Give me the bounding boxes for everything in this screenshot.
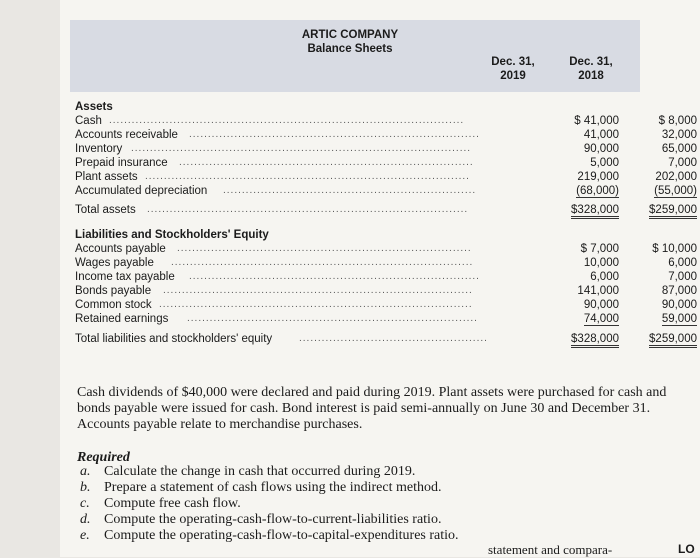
value-2018: 7,000: [668, 157, 697, 169]
value-2018: 6,000: [668, 257, 697, 269]
value-2019: 90,000: [583, 299, 619, 311]
leader-dots: .............................................................................: [187, 313, 478, 324]
table-row: [75, 270, 697, 284]
requirement-text: Calculate the change in cash that occurred during 2019.: [104, 464, 416, 479]
leader-dots: ..........................................................................................: [131, 143, 472, 154]
value-2018: 59,000: [661, 313, 697, 325]
requirement-item: [80, 528, 459, 544]
requirement-text: Compute free cash flow.: [104, 496, 241, 511]
leader-dots: ..............................................................................................: [109, 115, 465, 126]
requirement-item: [80, 496, 241, 512]
requirement-text: Compute the operating-cash-flow-to-capital-expenditures ratio.: [104, 528, 459, 543]
leader-dots: ...................................................................................: [159, 299, 473, 310]
leader-dots: ..............................................................................: [179, 157, 474, 168]
total-2018: $259,000: [575, 203, 697, 217]
value-2019: 41,000: [583, 129, 619, 141]
table-row: [75, 142, 697, 156]
problem-paragraph: Cash dividends of $40,000 were declared and paid during 2019. Plant assets were purchased for cash and bonds payable were issued for cash. Bond interest is paid semi-annually on June 30 and December 31. Accounts payable relate to merchandise purchases.: [77, 385, 667, 432]
row-label: Bonds payable: [75, 285, 152, 297]
liabilities-heading-row: [75, 228, 635, 242]
row-label: Accumulated depreciation: [75, 185, 208, 197]
value-2018: (55,000): [654, 185, 697, 197]
value-2018: 7,000: [668, 271, 697, 283]
requirement-letter: d.: [80, 512, 91, 527]
leader-dots: ......................................................................................: [145, 171, 470, 182]
total-2019: $328,000: [495, 332, 619, 346]
row-label: Income tax payable: [75, 271, 175, 283]
requirement-letter: c.: [80, 496, 90, 511]
leader-dots: .............................................................................: [189, 271, 480, 282]
row-label: Prepaid insurance: [75, 157, 168, 169]
value-2019: 74,000: [583, 313, 619, 325]
total-label: Total liabilities and stockholders' equity: [75, 333, 273, 345]
liabilities-heading: Liabilities and Stockholders' Equity: [75, 229, 269, 241]
leader-dots: ...................................................................: [223, 185, 477, 196]
row-label: Accounts payable: [75, 243, 166, 255]
row-label: Common stock: [75, 299, 152, 311]
assets-heading-row: [75, 100, 635, 114]
table-row: [75, 298, 697, 312]
table-row: [75, 128, 697, 142]
leader-dots: .............................................................................: [189, 129, 480, 140]
leader-dots: .....................................................................................: [147, 204, 469, 215]
value-2018: 202,000: [655, 171, 697, 183]
leader-dots: ..................................................................................: [163, 285, 473, 296]
value-2018: 32,000: [661, 129, 697, 141]
row-label: Cash: [75, 115, 102, 127]
table-row: [75, 242, 697, 256]
total-label: Total assets: [75, 204, 136, 216]
value-2019: 90,000: [583, 143, 619, 155]
table-row: [75, 184, 697, 198]
table-row: [75, 170, 697, 184]
value-2018: $ 8,000: [658, 115, 697, 127]
footer-fragment: statement and compara-: [488, 542, 613, 557]
table-row: [75, 156, 697, 170]
table-row: [75, 312, 697, 326]
assets-heading: Assets: [75, 101, 113, 113]
value-2019: $ 41,000: [574, 115, 619, 127]
row-label: Wages payable: [75, 257, 154, 269]
statement-header: [230, 28, 470, 56]
column-header-2018: Dec. 31, 2018: [569, 56, 613, 82]
value-2018: 65,000: [661, 143, 697, 155]
requirement-item: [80, 512, 441, 528]
required-heading: Required: [77, 450, 130, 465]
total-2018: $259,000: [575, 332, 697, 346]
value-2019: 10,000: [583, 257, 619, 269]
row-label: Accounts receivable: [75, 129, 178, 141]
leader-dots: ..............................................................................: [177, 243, 472, 254]
leader-dots: ................................................................................: [171, 257, 474, 268]
total-2019: $328,000: [495, 203, 619, 217]
value-2019: 6,000: [590, 271, 619, 283]
value-2018: 87,000: [661, 285, 697, 297]
requirement-letter: b.: [80, 480, 91, 495]
statement-title: Balance Sheets: [307, 43, 393, 55]
value-2018: $ 10,000: [652, 243, 697, 255]
value-2019: 141,000: [577, 285, 619, 297]
footer-code: LO: [678, 542, 695, 556]
requirement-text: Compute the operating-cash-flow-to-current-liabilities ratio.: [104, 512, 442, 527]
value-2019: $ 7,000: [580, 243, 619, 255]
value-2018: 90,000: [661, 299, 697, 311]
table-row: [75, 256, 697, 270]
requirement-item: [80, 480, 441, 496]
value-2019: (68,000): [576, 185, 619, 197]
total-row: [75, 332, 697, 346]
requirement-text: Prepare a statement of cash flows using the indirect method.: [104, 480, 442, 495]
table-row: [75, 284, 697, 298]
requirement-item: [80, 464, 415, 480]
leader-dots: ..................................................: [299, 333, 488, 344]
requirement-letter: a.: [80, 464, 91, 479]
row-label: Plant assets: [75, 171, 138, 183]
row-label: Inventory: [75, 143, 123, 155]
value-2019: 219,000: [577, 171, 619, 183]
requirement-letter: e.: [80, 528, 90, 543]
total-row: [75, 203, 697, 217]
company-name: ARTIC COMPANY: [301, 29, 399, 41]
row-label: Retained earnings: [75, 313, 169, 325]
column-header-2019: Dec. 31, 2019: [491, 56, 535, 82]
table-row: [75, 114, 697, 128]
value-2019: 5,000: [590, 157, 619, 169]
